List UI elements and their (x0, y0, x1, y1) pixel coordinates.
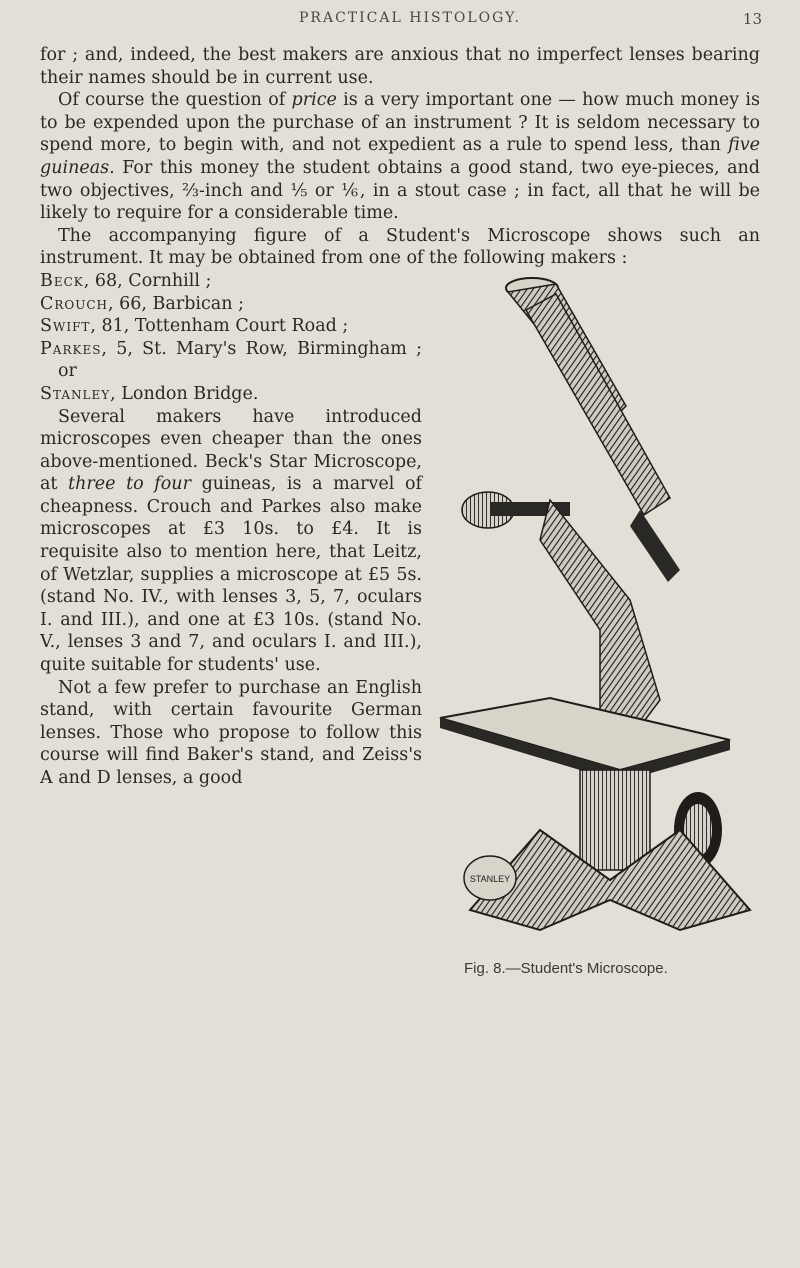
list-item: Swift, 81, Tottenham Court Road ; (40, 316, 349, 337)
paragraph-english-stand: Not a few prefer to purchase an English stand, with certain favourite German lenses. Those who propose to follow this course will find Baker's stand, and Zeiss's A and D lenses, a good (40, 677, 422, 788)
emphasis-three-to-four: three to four (68, 474, 191, 495)
list-item: Beck, 68, Cornhill ; (40, 270, 212, 291)
paragraph-figure-intro: The accompanying figure of a Student's Microscope shows such an instrument. It may be obtained from one of the following makers : (40, 225, 760, 269)
base-label: STANLEY (469, 873, 511, 884)
figure-caption: Fig. 8.—Student's Microscope. (464, 959, 668, 977)
fraction: ⅙ (341, 180, 360, 201)
list-item: Stanley, London Bridge. (40, 383, 259, 404)
emphasis-five-guineas: five guineas (40, 135, 760, 178)
paragraph-price: Of course the question of price is a very important one — how much money is to be expended upon the purchase of an instrument ? It is seldom necessary to spend more, to begin with, and not expedient as a rule to spend less, than five guineas. For this money the student obtains a good stand, two eye-pieces, and two objectives, ⅔-inch and ⅕ or ⅙, in a stout case ; in fact, all that he will be likely to require for a considerable time. (40, 90, 761, 224)
page-number: 13 (742, 10, 762, 28)
microscope-engraving (430, 270, 760, 960)
list-item: Parkes, 5, St. Mary's Row, Birmingham ; or (40, 338, 422, 382)
text-column (40, 44, 760, 1000)
objective (630, 510, 680, 582)
paragraph-cheaper-makers: Several makers have introduced microscopes even cheaper than the ones above-mentioned. Beck's Star Microscope, at three to four guineas, is a marvel of cheapness. Crouch and Parkes also make microscopes at £3 10s. to £4. It is requisite also to mention here, that Leitz, of Wetzlar, supplies a microscope at £5 5s. (stand No. IV., with lenses 3, 5, 7, oculars I. and III.), and one at £3 10s. (stand No. V., lenses 3 and 7, and oculars I. and III.), quite suitable for students' use. (40, 406, 423, 676)
fraction: ⅕ (290, 180, 308, 201)
running-head (0, 10, 800, 34)
body-tube (526, 294, 670, 515)
figure-8 (430, 270, 760, 1000)
emphasis-price: price (291, 90, 337, 111)
running-head-title: PRACTICAL HISTOLOGY. (299, 10, 521, 26)
pillar (580, 770, 650, 870)
list-item: Crouch, 66, Barbican ; (40, 293, 244, 314)
paragraph-continuation: for ; and, indeed, the best makers are anxious that no imperfect lenses bearing their names should be in current use. (40, 45, 760, 88)
fraction: ⅔ (182, 180, 199, 201)
